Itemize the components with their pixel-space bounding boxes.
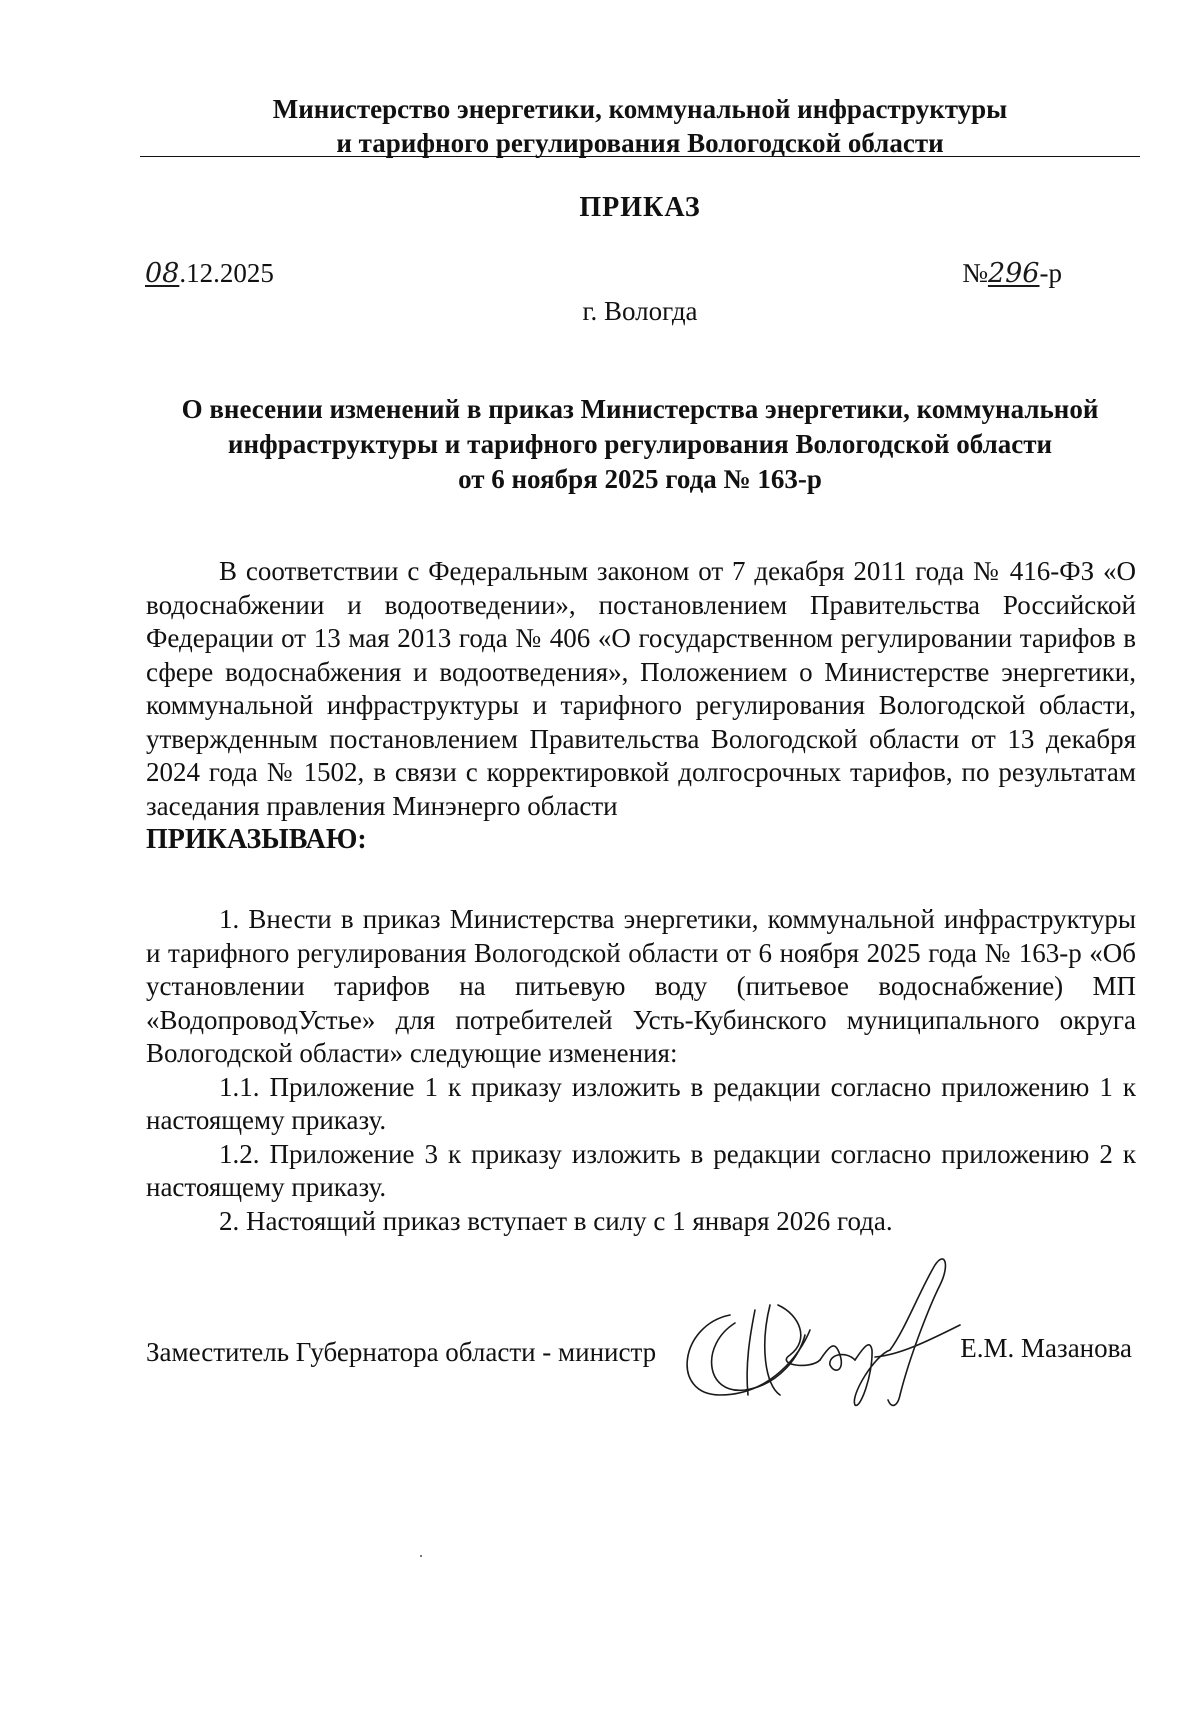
signer-name: Е.М. Мазанова — [960, 1333, 1132, 1363]
ministry-header-line2: и тарифного регулирования Вологодской области — [336, 128, 944, 158]
title-line3: от 6 ноября 2025 года № 163-р — [458, 464, 822, 494]
scan-speck — [420, 1555, 422, 1557]
title-line1: О внесении изменений в приказ Министерства энергетики, коммунальной — [181, 394, 1099, 424]
order-item-1-2: 1.2. Приложение 3 к приказу изложить в редакции согласно приложению 2 к настоящему приказу. — [146, 1138, 1136, 1202]
order-item-2: 2. Настоящий приказ вступает в силу с 1 января 2026 года. — [219, 1205, 893, 1236]
signer-title: Заместитель Губернатора области - министр — [146, 1337, 657, 1367]
ministry-header — [140, 92, 1140, 160]
order-items — [146, 903, 1136, 1238]
document-type: ПРИКАЗ — [579, 192, 701, 223]
date-day-handwritten: 08 — [145, 258, 180, 289]
order-item-1: 1. Внести в приказ Министерства энергетики, коммунальной инфраструктуры и тарифного регулирования Вологодской области от 6 ноября 2025 года № 163-р «Об установлении тарифов на питьевую воду (питьевое водоснабжение) МП «ВодопроводУстье» для потребителей Усть-Кубинского муниципального округа Вологодской области» следующие изменения: — [146, 904, 1136, 1068]
number-handwritten: 296 — [987, 258, 1040, 289]
title-line2: инфраструктуры и тарифного регулирования Вологодской области — [227, 429, 1053, 459]
document-preamble-block — [146, 555, 1136, 856]
order-word: ПРИКАЗЫВАЮ: — [146, 824, 367, 855]
document-date — [145, 258, 274, 289]
date-rest: .12.2025 — [179, 258, 274, 288]
handwritten-signature — [660, 1245, 990, 1415]
preamble-paragraph: В соответствии с Федеральным законом от 7 декабря 2011 года № 416-ФЗ «О водоснабжении и водоотведении», постановлением Правительства Российской Федерации от 13 мая 2013 года № 406 «О государственном регулировании тарифов в сфере водоснабжения и водоотведения», Положением о Министерстве энергетики, коммунальной инфраструктуры и тарифного регулирования Вологодской области, утвержденным постановлением Правительства Вологодской области от 13 декабря 2024 года № 1502, в связи с корректировкой долгосрочных тарифов, по результатам заседания правления Минэнерго области — [146, 556, 1136, 821]
header-divider — [140, 156, 1140, 157]
document-number — [962, 258, 1062, 289]
ministry-header-line1: Министерство энергетики, коммунальной инфраструктуры — [272, 94, 1008, 124]
document-city: г. Вологда — [582, 296, 698, 326]
document-title — [140, 392, 1140, 497]
number-suffix: -р — [1039, 258, 1062, 288]
order-item-1-1: 1.1. Приложение 1 к приказу изложить в редакции согласно приложению 1 к настоящему приказу. — [146, 1071, 1136, 1135]
number-prefix: № — [962, 258, 988, 288]
